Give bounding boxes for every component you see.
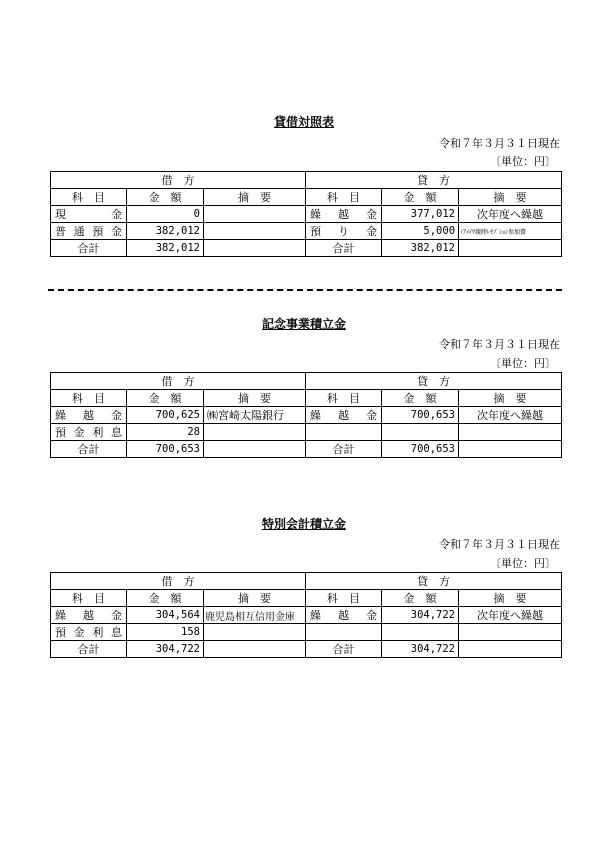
credit-note	[459, 624, 562, 641]
unit-label: 〔単位：円〕	[490, 357, 556, 370]
debit-note: ㈱宮崎太陽銀行	[204, 407, 306, 424]
column-header-row	[51, 189, 562, 206]
section-title: 記念事業積立金	[261, 317, 346, 331]
col-header-item: 科 目	[306, 590, 382, 607]
credit-amount: 304,722	[382, 607, 459, 624]
credit-note: 次年度へ繰越	[459, 607, 562, 624]
debit-note	[204, 206, 306, 223]
as-of-date: 令和７年３月３１日現在	[439, 338, 560, 351]
credit-item	[306, 624, 382, 641]
table-row	[51, 407, 562, 424]
col-header-item: 科 目	[51, 590, 127, 607]
credit-total-amount: 382,012	[382, 240, 459, 257]
credit-header: 貸 方	[306, 172, 562, 189]
total-row	[51, 441, 562, 458]
credit-header: 貸 方	[306, 373, 562, 390]
balance-table	[50, 171, 562, 257]
credit-amount	[382, 424, 459, 441]
special-account-table	[50, 572, 562, 658]
col-header-amount: 金 額	[382, 189, 459, 206]
debit-amount: 28	[127, 424, 204, 441]
col-header-note: 摘 要	[204, 189, 306, 206]
credit-amount: 700,653	[382, 407, 459, 424]
credit-item: 繰越金	[306, 407, 382, 424]
debit-note: 鹿児島相互信用金庫	[204, 607, 306, 624]
col-header-note: 摘 要	[204, 390, 306, 407]
col-header-note: 摘 要	[204, 590, 306, 607]
as-of-date: 令和７年３月３１日現在	[439, 538, 560, 551]
credit-note	[459, 424, 562, 441]
credit-item: 繰越金	[306, 206, 382, 223]
debit-header: 借 方	[51, 172, 306, 189]
col-header-amount: 金 額	[382, 390, 459, 407]
table-row	[51, 624, 562, 641]
memorial-fund-table	[50, 372, 562, 458]
debit-amount: 158	[127, 624, 204, 641]
debit-total-note	[204, 441, 306, 458]
credit-total-label: 合計	[306, 240, 382, 257]
debit-total-label: 合計	[51, 441, 127, 458]
col-header-note: 摘 要	[459, 390, 562, 407]
debit-header: 借 方	[51, 373, 306, 390]
debit-item: 預金利息	[51, 624, 127, 641]
total-row	[51, 641, 562, 658]
debit-item: 繰越金	[51, 407, 127, 424]
credit-item	[306, 424, 382, 441]
column-header-row	[51, 390, 562, 407]
debit-total-amount: 304,722	[127, 641, 204, 658]
credit-total-label: 合計	[306, 441, 382, 458]
credit-note: 次年度へ繰越	[459, 206, 562, 223]
credit-amount: 5,000	[382, 223, 459, 240]
col-header-note: 摘 要	[459, 590, 562, 607]
debit-total-label: 合計	[51, 641, 127, 658]
debit-note	[204, 624, 306, 641]
table-row	[51, 424, 562, 441]
col-header-amount: 金 額	[127, 590, 204, 607]
table-row	[51, 223, 562, 240]
col-header-amount: 金 額	[382, 590, 459, 607]
credit-item: 繰越金	[306, 607, 382, 624]
debit-amount: 700,625	[127, 407, 204, 424]
column-header-row	[51, 590, 562, 607]
section-title: 貸借対照表	[273, 115, 334, 129]
unit-label: 〔単位：円〕	[490, 557, 556, 570]
side-header-row	[51, 373, 562, 390]
debit-total-amount: 382,012	[127, 240, 204, 257]
col-header-item: 科 目	[51, 390, 127, 407]
debit-item: 現 金	[51, 206, 127, 223]
credit-total-note	[459, 441, 562, 458]
debit-item: 繰越金	[51, 607, 127, 624]
credit-total-note	[459, 240, 562, 257]
credit-amount	[382, 624, 459, 641]
col-header-note: 摘 要	[459, 189, 562, 206]
col-header-item: 科 目	[306, 189, 382, 206]
debit-item: 普通預金	[51, 223, 127, 240]
debit-header: 借 方	[51, 573, 306, 590]
credit-total-amount: 304,722	[382, 641, 459, 658]
debit-total-note	[204, 240, 306, 257]
credit-header: 貸 方	[306, 573, 562, 590]
col-header-item: 科 目	[306, 390, 382, 407]
side-header-row	[51, 172, 562, 189]
side-header-row	[51, 573, 562, 590]
credit-total-note	[459, 641, 562, 658]
section-divider	[48, 289, 562, 291]
col-header-amount: 金 額	[127, 189, 204, 206]
section-title: 特別会計積立金	[261, 517, 346, 531]
debit-total-label: 合計	[51, 240, 127, 257]
debit-item: 預金利息	[51, 424, 127, 441]
credit-total-amount: 700,653	[382, 441, 459, 458]
credit-item: 預り金	[306, 223, 382, 240]
debit-amount: 0	[127, 206, 204, 223]
credit-note: ﾐｱﾒｲｻ親睦ﾚｾﾌﾟｼｮﾝ参加費	[459, 223, 562, 240]
credit-note: 次年度へ繰越	[459, 407, 562, 424]
debit-amount: 382,012	[127, 223, 204, 240]
credit-total-label: 合計	[306, 641, 382, 658]
table-row	[51, 206, 562, 223]
col-header-amount: 金 額	[127, 390, 204, 407]
debit-total-note	[204, 641, 306, 658]
unit-label: 〔単位：円〕	[490, 155, 556, 168]
col-header-item: 科 目	[51, 189, 127, 206]
total-row	[51, 240, 562, 257]
debit-amount: 304,564	[127, 607, 204, 624]
table-row	[51, 607, 562, 624]
as-of-date: 令和７年３月３１日現在	[439, 137, 560, 150]
credit-amount: 377,012	[382, 206, 459, 223]
debit-note	[204, 424, 306, 441]
debit-total-amount: 700,653	[127, 441, 204, 458]
debit-note	[204, 223, 306, 240]
